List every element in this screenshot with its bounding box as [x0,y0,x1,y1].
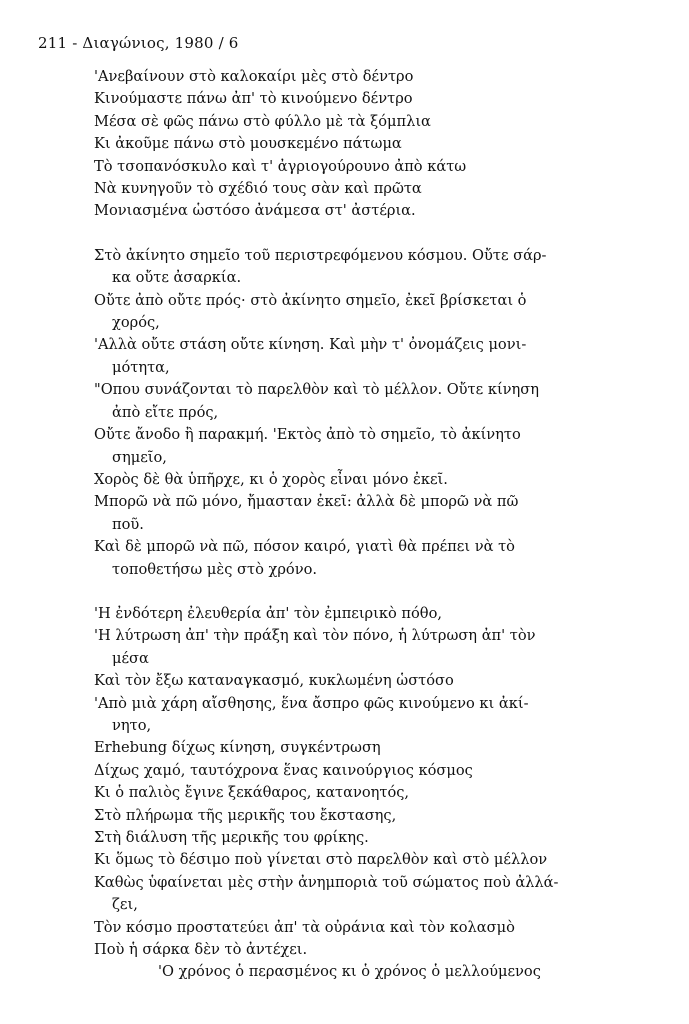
poem-line: 'Ο χρόνος ὁ περασμένος κι ὁ χρόνος ὁ μελλούμενος [158,963,541,981]
poem-line: Καὶ δὲ μπορῶ νὰ πῶ, πόσον καιρό, γιατὶ θὰ πρέπει νὰ τὸ [94,538,515,556]
poem-line: Οὔτε ἀπὸ οὔτε πρός· στὸ ἀκίνητο σημεῖο, ἐκεῖ βρίσκεται ὁ [94,291,527,309]
poem-line-continuation: σημεῖο, [112,448,167,466]
poem-line: Τὸ τσοπανόσκυλο καὶ τ' ἀγριογούρουνο ἀπὸ κάτω [94,157,467,175]
poem-line: Χορὸς δὲ θὰ ὑπῆρχε, κι ὁ χορὸς εἶναι μόνο ἐκεῖ. [94,470,448,488]
poem-line: Erhebung δίχως κίνηση, συγκέντρωση [94,739,381,757]
poem-line: 'Απὸ μιὰ χάρη αἴσθησης, ἕνα ἄσπρο φῶς κινούμενο κι ἀκί- [94,694,529,712]
poem-line: Οὔτε ἄνοδο ἢ παρακμή. 'Εκτὸς ἀπὸ τὸ σημεῖο, τὸ ἀκίνητο [94,426,521,444]
poem-line: Τὸν κόσμο προστατεύει ἀπ' τὰ οὐράνια καὶ τὸν κολασμὸ [94,918,515,936]
poem-line: Στὴ διάλυση τῆς μερικῆς του φρίκης. [94,829,369,846]
poem-line-continuation: ποῦ. [112,515,144,533]
poem-line-continuation: μότητα, [112,358,170,376]
stanza-gap [94,223,654,245]
poem-line: "Οπου συνάζονται τὸ παρελθὸν καὶ τὸ μέλλον. Οὔτε κίνηση [94,381,539,399]
poem-line: Νὰ κυνηγοῦν τὸ σχέδιό τους σὰν καὶ πρῶτα [94,180,422,198]
stanza [94,603,654,984]
poem-line-continuation: ἀπὸ εἴτε πρός, [112,403,219,421]
poem-line: 'Ανεβαίνουν στὸ καλοκαίρι μὲς στὸ δέντρο [94,68,414,85]
poem-line-continuation: μέσα [112,649,149,667]
page-header: 211 - Διαγώνιος, 1980 / 6 [38,34,239,52]
stanza [94,245,654,581]
poem-line: Καὶ τὸν ἔξω καταναγκασμό, κυκλωμένη ὡστόσο [94,672,454,690]
poem-line: Στὸ ἀκίνητο σημεῖο τοῦ περιστρεφόμενου κόσμου. Οὔτε σάρ- [94,246,547,264]
poem-line-continuation: ζει, [112,896,138,914]
poem-line-continuation: κα οὔτε ἀσαρκία. [112,269,242,287]
poem-line: Μονιασμένα ὡστόσο ἀνάμεσα στ' ἀστέρια. [94,202,416,220]
poem-line: Κι ὁ παλιὸς ἔγινε ξεκάθαρος, κατανοητός, [94,784,410,802]
poem-line: 'Η λύτρωση ἀπ' τὴν πράξη καὶ τὸν πόνο, ἡ λύτρωση ἀπ' τὸν [94,627,536,645]
poem-body [94,66,654,984]
poem-line: Κινούμαστε πάνω ἀπ' τὸ κινούμενο δέντρο [94,90,413,108]
poem-line: Καθὼς ὑφαίνεται μὲς στὴν ἀνημποριὰ τοῦ σώματος ποὺ ἀλλά- [94,873,559,891]
poem-line-continuation: χορός, [112,314,160,332]
poem-line: Ποὺ ἡ σάρκα δὲν τὸ ἀντέχει. [94,941,308,959]
poem-line: Κι ὅμως τὸ δέσιμο ποὺ γίνεται στὸ παρελθὸν καὶ στὸ μέλλον [94,851,548,869]
poem-line-continuation: νητο, [112,716,152,734]
poem-line: Μπορῶ νὰ πῶ μόνο, ἤμασταν ἐκεῖ: ἀλλὰ δὲ μπορῶ νὰ πῶ [94,493,519,511]
poem-line-continuation: τοποθετήσω μὲς στὸ χρόνο. [112,560,317,578]
poem-line: Στὸ πλήρωμα τῆς μερικῆς του ἔκστασης, [94,806,397,824]
poem-line: Μέσα σὲ φῶς πάνω στὸ φύλλο μὲ τὰ ξόμπλια [94,112,431,130]
poem-line: 'Αλλὰ οὔτε στάση οὔτε κίνηση. Καὶ μὴν τ' ὀνομάζεις μονι- [94,336,527,354]
poem-line: Κι ἀκοῦμε πάνω στὸ μουσκεμένο πάτωμα [94,135,402,153]
poem-line: 'Η ἐνδότερη ἐλευθερία ἀπ' τὸν ἐμπειρικὸ πόθο, [94,604,442,622]
poem-line: Δίχως χαμό, ταυτόχρονα ἕνας καινούργιος κόσμος [94,761,473,779]
stanza [94,66,654,223]
stanza-gap [94,581,654,603]
